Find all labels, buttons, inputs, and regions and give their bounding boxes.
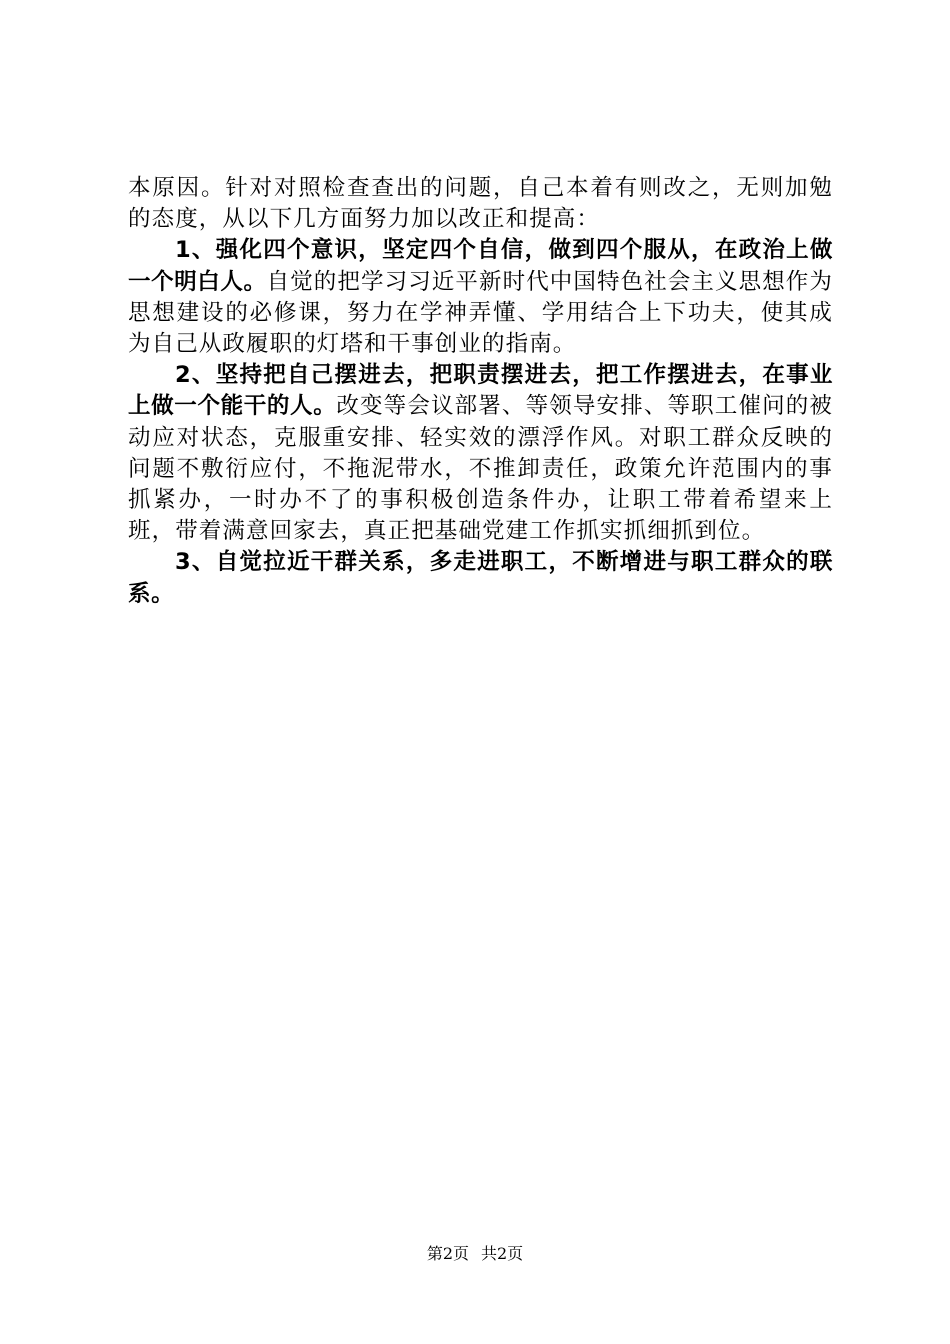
document-body [128,173,833,610]
paragraph-item-2 [128,360,833,547]
page-number: 第2页 [426,1244,469,1263]
item-2-heading: 2、坚持把自己摆进去，把职责摆进去，把工作摆进去，在事业上做一个能干的人。 [128,362,833,420]
paragraph-item-1 [128,235,833,360]
page-footer [0,1244,950,1264]
item-2-body: 改变等会议部署、等领导安排、等职工催问的被动应对状态，克服重安排、轻实效的漂浮作风。对职工群众反映的问题不敷衍应付，不拖泥带水，不推卸责任，政策允许范围内的事抓紧办，一时办不了的事积极创造条件办，让职工带着希望来上班，带着满意回家去，真正把基础党建工作抓实抓细抓到位。 [128,393,833,545]
paragraph-intro [128,173,833,235]
page-total: 共2页 [481,1244,524,1263]
paragraph-intro-text: 本原因。针对对照检查查出的问题，自己本着有则改之，无则加勉的态度，从以下几方面努力加以改正和提高： [128,175,833,233]
paragraph-item-3 [128,547,833,609]
item-3-heading: 3、自觉拉近干群关系，多走进职工，不断增进与职工群众的联系。 [128,549,833,607]
item-1-heading: 1、强化四个意识，坚定四个自信，做到四个服从，在政治上做一个明白人。 [128,237,833,295]
item-1-body: 自觉的把学习习近平新时代中国特色社会主义思想作为思想建设的必修课，努力在学神弄懂、学用结合上下功夫，使其成为自己从政履职的灯塔和干事创业的指南。 [128,268,834,358]
